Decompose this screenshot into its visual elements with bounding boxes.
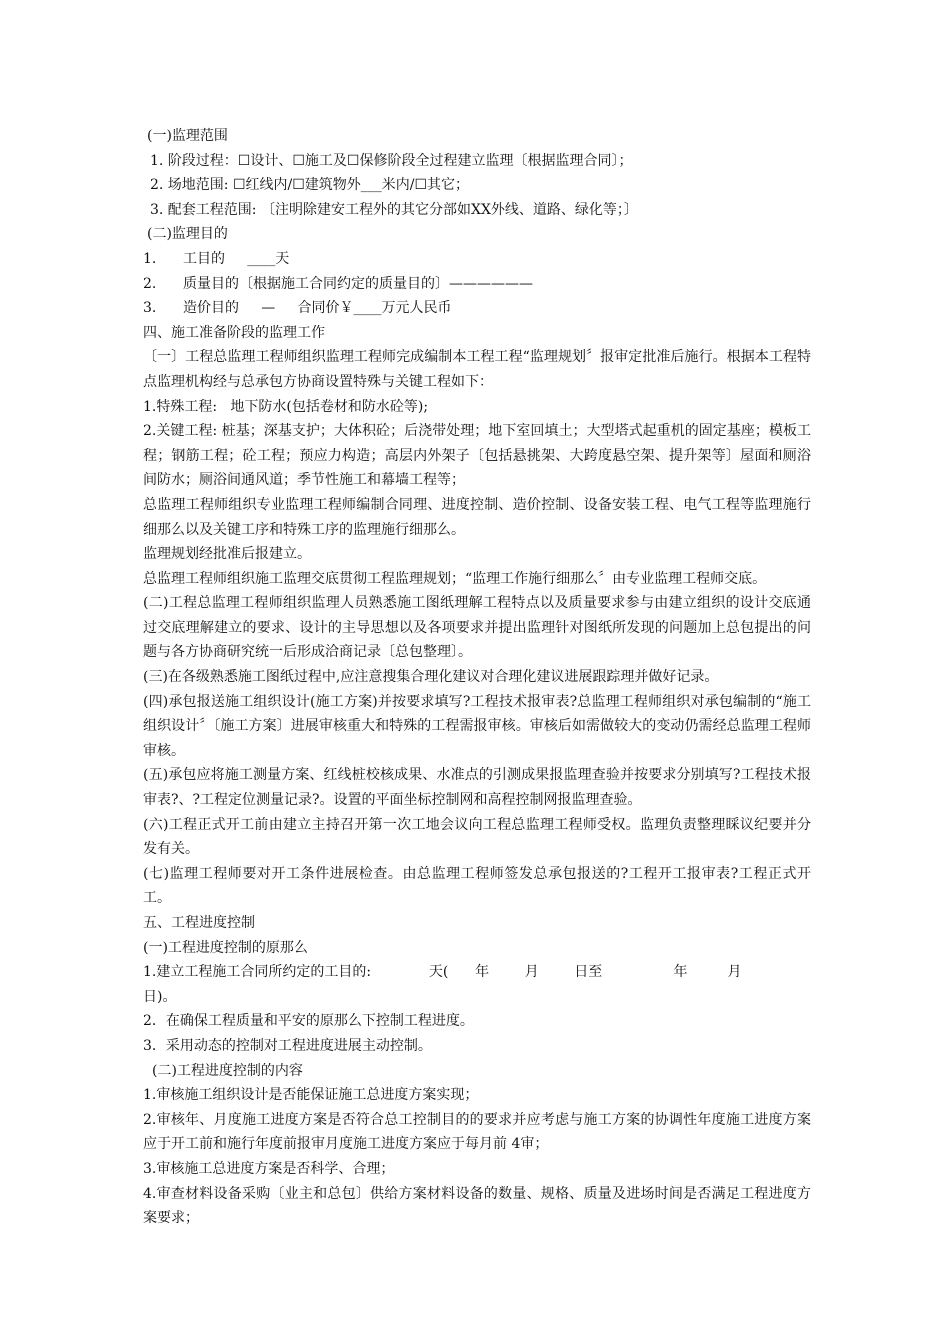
paragraph-suggestions: (三)在各级熟悉施工图纸过程中,应注意搜集合理化建议对合理化建议进展跟踪理并做好记录。	[143, 669, 719, 686]
content-item-4: 4.审查材料设备采购〔业主和总包〕供给方案材料设备的数量、规格、质量及进场时间是否满足工程进度方案要求；	[143, 1185, 811, 1227]
heading-supervision-goals: (二)监理目的	[147, 226, 228, 243]
content-item-2: 2.审核年、月度施工进度方案是否符合总工控制目的的要求并应考虑与施工方案的协调性年度施工进度方案应于开工前和施行年度前报审月度施工进度方案应于每月前 4审；	[143, 1111, 811, 1153]
paragraph-survey: (五)承包应将施工测量方案、红线桩校核成果、水准点的引测成果报监理查验并按要求分别填写?工程技术报审表?、?工程定位测量记录?。设置的平面坐标控制网和高程控制网报监理查验。	[143, 767, 811, 809]
content-item-1: 1.审核施工组织设计是否能保证施工总进度方案实现；	[143, 1087, 479, 1104]
scope-item-stage: 1. 阶段过程：☐设计、☐施工及☐保修阶段全过程建立监理〔根据监理合同〕；	[150, 152, 633, 169]
paragraph-detailed-rules: 总监理工程师组织专业监理工程师编制合同理、进度控制、造价控制、设备安装工程、电气工程等监理施行细那么以及关键工序和特殊工序的监理施行细那么。	[143, 496, 811, 538]
principle-quality-safety: 2．在确保工程质量和平安的原那么下控制工程进度。	[143, 1013, 474, 1030]
paragraph-start-conditions: (七)监理工程师要对开工条件进展检查。由总监理工程师签发总承包报送的?工程开工报审表?工程正式开工。	[143, 865, 811, 907]
paragraph-plan-report: 监理规划经批准后报建立。	[143, 546, 311, 563]
content-item-3: 3.审核施工总进度方案是否科学、合理；	[143, 1160, 395, 1177]
goal-duration: 1. 工目的 ____天	[143, 250, 290, 267]
scope-item-site: 2. 场地范围: ☐红线内/☐建筑物外___米内/☐其它；	[150, 177, 470, 194]
paragraph-construction-design: (四)承包报送施工组织设计(施工方案)并按要求填写?工程技术报审表?总监理工程师组织对承包编制的“施工组织设计〞〔施工方案〕进展审核重大和特殊的工程需报审核。审核后如需做较大的变动仍需经总监理工程师审核。	[143, 693, 811, 759]
goal-cost: 3. 造价目的 — 合同价￥____万元人民币	[143, 300, 452, 317]
special-works: 1.特殊工程: 地下防水(包括卷材和防水砼等);	[143, 398, 429, 415]
heading-progress-content: (二)工程进度控制的内容	[152, 1062, 303, 1079]
paragraph-drawings-review: (二)工程总监理工程师组织监理人员熟悉施工图纸理解工程特点以及质量要求参与由建立组织的设计交底通过交底理解建立的要求、设计的主导思想以及各项要求并提出监理针对图纸所发现的问题加上总包提出的问题与各方协商研究统一后形成洽商记录〔总包整理〕。	[143, 595, 811, 661]
heading-progress-principles: (一)工程进度控制的原那么	[143, 939, 308, 956]
paragraph-disclosure: 总监理工程师组织施工监理交底贯彻工程监理规划；“监理工作施行细那么〞由专业监理工程师交底。	[143, 570, 767, 587]
section-heading-progress-control: 五、工程进度控制	[143, 915, 255, 931]
paragraph-first-meeting: (六)工程正式开工前由建立主持召开第一次工地会议向工程总监理工程师受权。监理负责整理睬议纪要并分发有关。	[143, 816, 811, 858]
key-works: 2.关键工程: 桩基；深基支护；大体积砼；后浇带处理；地下室回填土；大型塔式起重机的固定基座；模板工程；钢筋工程；砼工程；预应力构造；高层内外架子〔包括悬挑架、大跨度悬空架、提升架等〕屋面和厕浴间防水；厕浴间通风道；季节性施工和幕墙工程等；	[143, 423, 811, 489]
heading-supervision-scope: (一)监理范围	[147, 128, 228, 144]
section-heading-preparation: 四、施工准备阶段的监理工作	[143, 324, 325, 341]
goal-quality: 2. 质量目的〔根据施工合同约定的质量目的〕——————	[143, 275, 534, 292]
paragraph-plan-approval: 〔一〕工程总监理工程师组织监理工程师完成编制本工程工程“监理规划〞报审定批准后施行。根据本工程特点监理机构经与总承包方协商设置特殊与关键工程如下：	[143, 349, 811, 390]
document-body	[143, 124, 811, 1231]
principle-duration: 1.建立工程施工合同所约定的工目的: 天( 年 月 日至 年 月 日)。	[143, 964, 782, 1005]
principle-dynamic-control: 3．采用动态的控制对工程进度进展主动控制。	[143, 1037, 432, 1054]
scope-item-supporting: 3. 配套工程范围: 〔注明除建安工程外的其它分部如XX外线、道路、绿化等；〕	[150, 201, 638, 218]
